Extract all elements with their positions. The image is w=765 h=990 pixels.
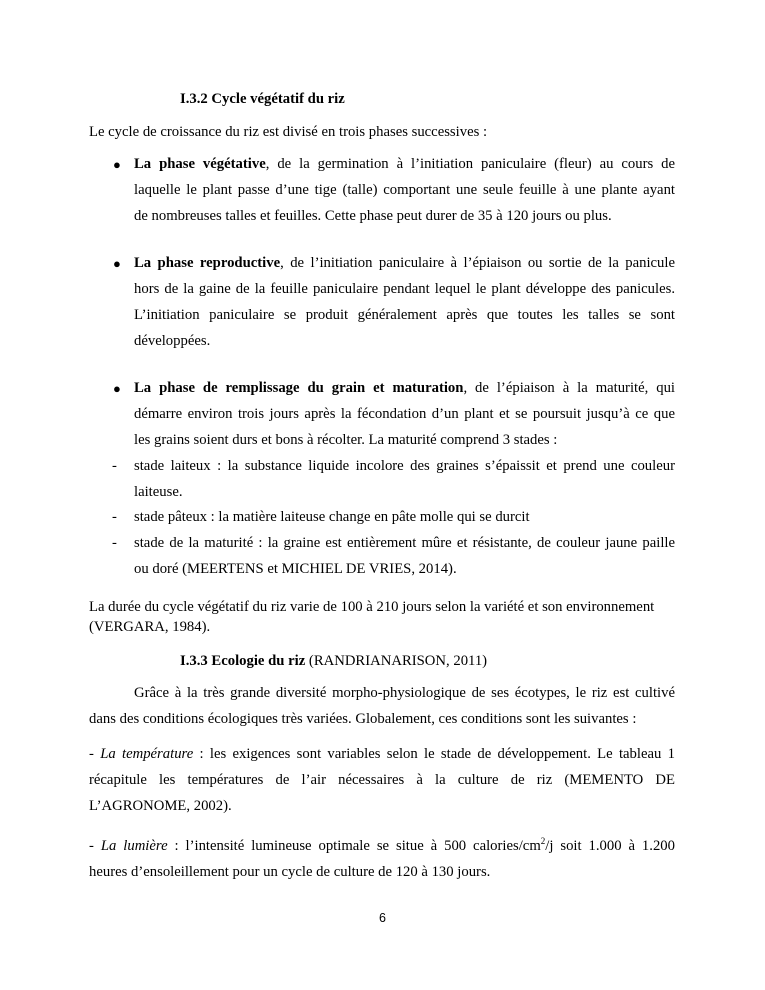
lumiere-label: La lumière bbox=[100, 838, 168, 854]
bullet-icon: ● bbox=[113, 157, 121, 172]
phase-reproductive-bold: La phase reproductive bbox=[134, 255, 281, 271]
stade-pateux: stade pâteux : la matière laiteuse change en pâte molle qui se durcit bbox=[134, 509, 530, 525]
phase-maturation-line2: démarre environ trois jours après la fécondation d’un plant et se poursuit jusqu’à ce que bbox=[134, 406, 675, 422]
ecologie-para1-line2: dans des conditions écologiques très variées. Globalement, ces conditions sont les suivantes : bbox=[89, 711, 637, 727]
page-number: 6 bbox=[379, 911, 386, 925]
phase-reproductive-line4: développées. bbox=[134, 333, 211, 349]
stade-laiteux-line2: laiteuse. bbox=[134, 484, 183, 500]
phase-vegetative-line1: La phase végétative, de la germination à l’initiation paniculaire (fleur) au cours de bbox=[134, 156, 675, 172]
dash-marker: - bbox=[112, 458, 117, 474]
temperature-line3: L’AGRONOME, 2002). bbox=[89, 798, 232, 814]
phase-reproductive-line3: L’initiation paniculaire se produit généralement après que toutes les talles se sont bbox=[134, 307, 675, 323]
stade-laiteux-line1: stade laiteux : la substance liquide incolore des graines s’épaissit et prend une couleur bbox=[134, 458, 675, 474]
phase-reproductive-line1: La phase reproductive, de l’initiation paniculaire à l’épiaison ou sortie de la panicule bbox=[134, 255, 676, 271]
stade-maturite-line2: ou doré (MEERTENS et MICHIEL DE VRIES, 2014). bbox=[134, 561, 457, 577]
phase-vegetative-bold: La phase végétative bbox=[134, 156, 266, 172]
phase-vegetative-line2: laquelle le plant passe d’une tige (talle) comportant une seule feuille à une plante ayant bbox=[134, 182, 675, 198]
temperature-line1: - La température : les exigences sont variables selon le stade de développement. Le tableau 1 bbox=[89, 746, 675, 762]
section-title-ecologie: I.3.3 Ecologie du riz (RANDRIANARISON, 2011) bbox=[180, 653, 488, 669]
temperature-label: La température bbox=[100, 746, 194, 762]
phase-reproductive-line2: hors de la gaine de la feuille paniculaire pendant lequel le plant développe des panicules. bbox=[134, 281, 675, 297]
duration-line1: La durée du cycle végétatif du riz varie de 100 à 210 jours selon la variété et son environnement bbox=[89, 599, 655, 615]
bullet-icon: ● bbox=[113, 256, 121, 271]
section-title-cycle: I.3.2 Cycle végétatif du riz bbox=[180, 91, 345, 107]
dash-marker: - bbox=[112, 535, 117, 551]
intro-paragraph: Le cycle de croissance du riz est divisé en trois phases successives : bbox=[89, 124, 488, 140]
phase-vegetative-line3: de nombreuses talles et feuilles. Cette phase peut durer de 35 à 120 jours ou plus. bbox=[134, 208, 612, 224]
temperature-line2: récapitule les températures de l’air nécessaires à la culture de riz (MEMENTO DE bbox=[89, 772, 675, 788]
phase-maturation-line3: les grains soient durs et bons à récolter. La maturité comprend 3 stades : bbox=[134, 432, 558, 448]
lumiere-line2: heures d’ensoleillement pour un cycle de culture de 120 à 130 jours. bbox=[89, 864, 491, 880]
stade-maturite-line1: stade de la maturité : la graine est entièrement mûre et résistante, de couleur jaune paille bbox=[134, 535, 675, 551]
phase-maturation-bold: La phase de remplissage du grain et maturation bbox=[134, 380, 464, 396]
bullet-icon: ● bbox=[113, 381, 121, 396]
phase-maturation-line1: La phase de remplissage du grain et maturation, de l’épiaison à la maturité, qui bbox=[134, 380, 676, 396]
ecologie-para1-line1: Grâce à la très grande diversité morpho-physiologique de ses écotypes, le riz est cultivé bbox=[134, 685, 675, 701]
duration-line2: (VERGARA, 1984). bbox=[89, 619, 211, 635]
dash-marker: - bbox=[112, 509, 117, 525]
lumiere-line1: - La lumière : l’intensité lumineuse optimale se situe à 500 calories/$cm^2/j$ soit 1.000 à 1.200 bbox=[89, 836, 675, 854]
